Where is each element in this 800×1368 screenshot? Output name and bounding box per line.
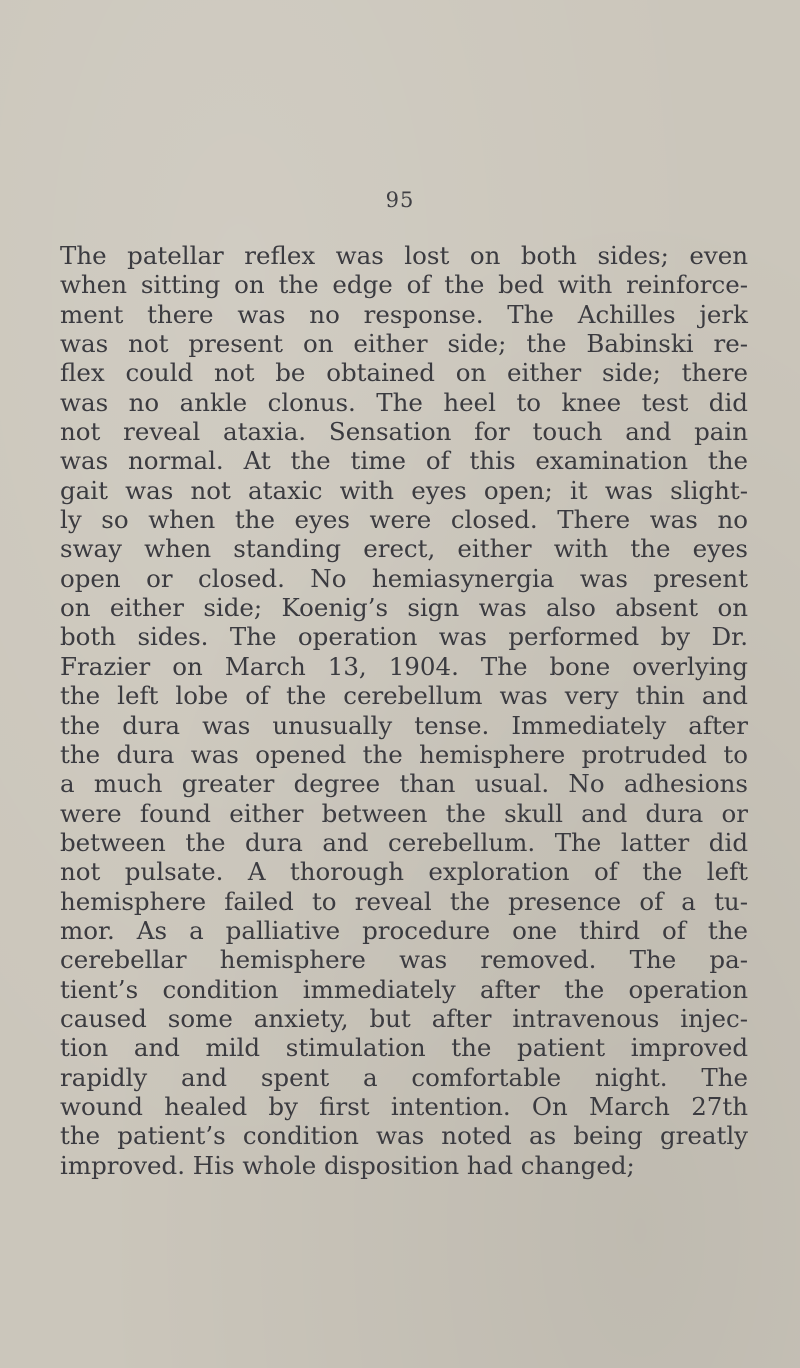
text-line: the dura was opened the hemisphere protruded to	[60, 739, 748, 769]
text-line: on either side; Koenig’s sign was also absent on	[60, 593, 748, 623]
text-line: a much greater degree than usual. No adhesions	[60, 769, 748, 799]
text-line: hemisphere failed to reveal the presence of a tu-	[60, 886, 748, 916]
text-line: mor. As a palliative procedure one third of the	[60, 915, 748, 945]
text-line: tient’s condition immediately after the operation	[60, 974, 748, 1004]
text-line: not pulsate. A thorough exploration of the left	[60, 857, 748, 887]
text-line: the left lobe of the cerebellum was very thin and	[60, 681, 748, 711]
text-line: not reveal ataxia. Sensation for touch and pain	[60, 417, 748, 447]
body-paragraph	[60, 241, 748, 1180]
text-line: both sides. The operation was performed by Dr.	[60, 622, 748, 652]
text-line: open or closed. No hemiasynergia was present	[60, 563, 748, 593]
text-line: wound healed by first intention. On March 27th	[60, 1091, 748, 1121]
text-line: was not present on either side; the Babinski re-	[60, 329, 748, 359]
text-line: the patient’s condition was noted as being greatly	[60, 1121, 748, 1151]
text-line: sway when standing erect, either with the eyes	[60, 534, 748, 564]
text-line: ly so when the eyes were closed. There was no	[60, 505, 748, 535]
text-line: was normal. At the time of this examination the	[60, 446, 748, 476]
text-line: the dura was unusually tense. Immediately after	[60, 710, 748, 740]
text-line: flex could not be obtained on either side; there	[60, 358, 748, 388]
page-number: 95	[385, 188, 415, 212]
text-line: were found either between the skull and dura or	[60, 798, 748, 828]
text-line: cerebellar hemisphere was removed. The pa-	[60, 945, 748, 975]
text-line: when sitting on the edge of the bed with reinforce-	[60, 270, 748, 300]
text-line: between the dura and cerebellum. The latter did	[60, 827, 748, 857]
text-line: tion and mild stimulation the patient improved	[60, 1033, 748, 1063]
text-line: rapidly and spent a comfortable night. The	[60, 1062, 748, 1092]
text-line: Frazier on March 13, 1904. The bone overlying	[60, 651, 748, 681]
text-line: caused some anxiety, but after intravenous injec-	[60, 1003, 748, 1033]
text-line: was no ankle clonus. The heel to knee test did	[60, 387, 748, 417]
text-line: The patellar reflex was lost on both sides; even	[60, 241, 748, 270]
text-line: gait was not ataxic with eyes open; it was slight-	[60, 475, 748, 505]
text-line: improved. His whole disposition had changed;	[60, 1150, 635, 1180]
text-line: ment there was no response. The Achilles jerk	[60, 299, 748, 329]
